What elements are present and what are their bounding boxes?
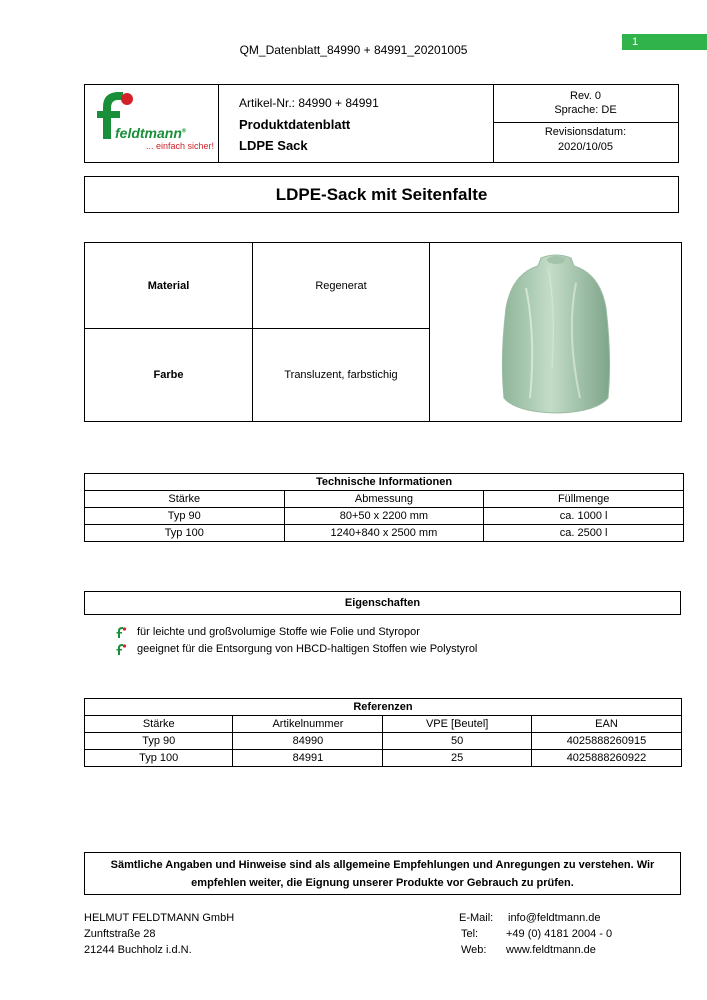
color-label: Farbe <box>85 329 253 421</box>
revision-date: 2020/10/05 <box>557 141 614 153</box>
document-type: Produktdatenblatt <box>239 117 351 132</box>
revision-date-label: Revisionsdatum: <box>544 126 627 138</box>
material-value: Regenerat <box>253 243 430 329</box>
table-row <box>85 508 684 525</box>
product-image-cell <box>430 243 681 421</box>
column-header: Stärke <box>85 491 285 508</box>
company-street: Zunftstraße 28 <box>84 928 156 940</box>
material-table <box>84 242 682 422</box>
table-cell: Typ 90 <box>85 733 233 750</box>
table-row <box>85 525 684 542</box>
material-label: Material <box>85 243 253 329</box>
logo-slogan: ... einfach sicher! <box>145 141 214 151</box>
page-number: 1 <box>622 34 707 50</box>
list-item <box>115 626 420 638</box>
language: Sprache: DE <box>554 104 617 116</box>
property-text: für leichte und großvolumige Stoffe wie Folie und Styropor <box>137 626 420 638</box>
header-box <box>84 84 679 163</box>
table-cell: Typ 100 <box>85 750 233 767</box>
table-row <box>85 750 682 767</box>
email-label: E-Mail: <box>459 912 494 924</box>
company-city: 21244 Buchholz i.d.N. <box>84 944 192 956</box>
revision-cell <box>493 85 678 162</box>
disclaimer-notice: Sämtliche Angaben und Hinweise sind als allgemeine Empfehlungen und Anregungen zu verstehen. Wir empfehlen weiter, die Eignung unserer Produkte vor Gebrauch zu prüfen. <box>84 852 681 895</box>
table-cell: 25 <box>383 750 532 767</box>
table-cell: 84990 <box>233 733 383 750</box>
web-label: Web: <box>461 944 487 956</box>
column-header: EAN <box>531 716 681 733</box>
tech-info-caption: Technische Informationen <box>85 474 684 491</box>
article-cell <box>218 85 494 162</box>
table-row <box>85 733 682 750</box>
table-cell: 4025888260922 <box>531 750 681 767</box>
table-cell: 4025888260915 <box>531 733 681 750</box>
table-cell: 1240+840 x 2500 mm <box>284 525 484 542</box>
feldtmann-f-icon <box>115 643 127 655</box>
table-caption-row <box>85 699 682 716</box>
column-header: Stärke <box>85 716 233 733</box>
company-name: HELMUT FELDTMANN GmbH <box>84 912 235 924</box>
email-link[interactable]: info@feldtmann.de <box>508 912 601 924</box>
table-caption-row <box>85 474 684 491</box>
column-header: Artikelnummer <box>233 716 383 733</box>
list-item <box>115 643 477 655</box>
article-number: Artikel-Nr.: 84990 + 84991 <box>239 96 379 110</box>
color-value: Transluzent, farbstichig <box>253 329 430 421</box>
table-cell: ca. 1000 l <box>484 508 684 525</box>
revision-date-box <box>493 123 678 162</box>
logo-cell <box>85 85 219 162</box>
table-header-row <box>85 491 684 508</box>
product-name: LDPE Sack <box>239 138 308 153</box>
column-header: Abmessung <box>284 491 484 508</box>
properties-caption: Eigenschaften <box>84 591 681 615</box>
table-cell: 84991 <box>233 750 383 767</box>
column-header: VPE [Beutel] <box>383 716 532 733</box>
tel-label: Tel: <box>461 928 479 940</box>
column-header: Füllmenge <box>484 491 684 508</box>
revision-info <box>493 85 678 123</box>
table-cell: 50 <box>383 733 532 750</box>
table-cell: Typ 100 <box>85 525 285 542</box>
property-text: geeignet für die Entsorgung von HBCD-haltigen Stoffen wie Polystyrol <box>137 643 478 655</box>
document-id: QM_Datenblatt_84990 + 84991_20201005 <box>239 43 468 57</box>
table-cell: Typ 90 <box>85 508 285 525</box>
table-header-row <box>85 716 682 733</box>
ldpe-sack-image <box>496 248 616 416</box>
web-link[interactable]: www.feldtmann.de <box>506 944 596 956</box>
page-title: LDPE-Sack mit Seitenfalte <box>84 176 679 213</box>
revision-number: Rev. 0 <box>570 90 601 102</box>
table-cell: ca. 2500 l <box>484 525 684 542</box>
references-caption: Referenzen <box>85 699 682 716</box>
table-cell: 80+50 x 2200 mm <box>284 508 484 525</box>
tel-number: +49 (0) 4181 2004 - 0 <box>506 928 613 940</box>
tech-info-table <box>84 473 684 542</box>
feldtmann-f-icon <box>115 626 127 638</box>
logo-wordmark: feldtmann® <box>115 125 187 141</box>
references-table <box>84 698 682 767</box>
